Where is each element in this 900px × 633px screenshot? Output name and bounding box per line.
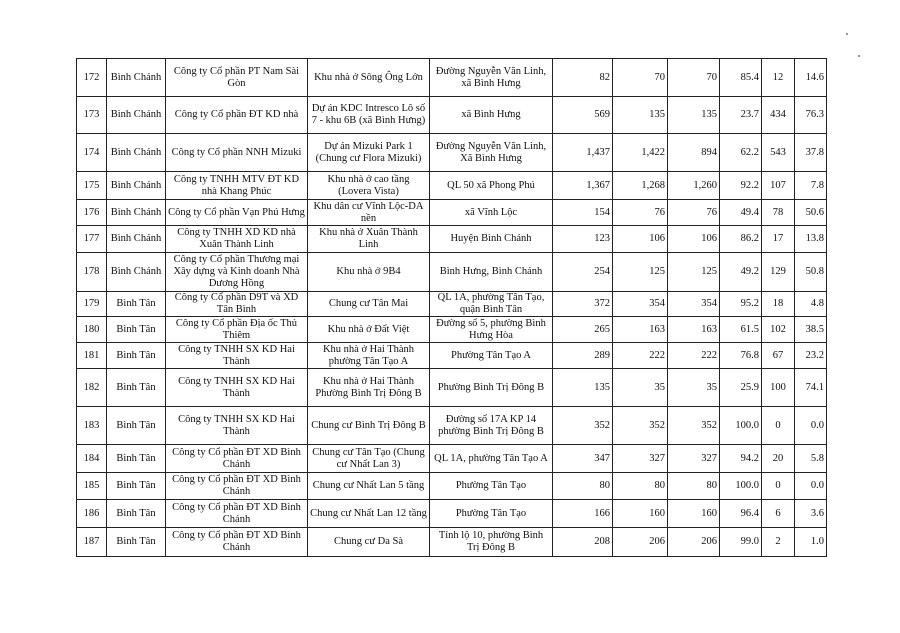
district-cell: Bình Chánh bbox=[107, 97, 166, 134]
address-cell: QL 50 xã Phong Phú bbox=[430, 172, 553, 200]
row-number: 184 bbox=[77, 445, 107, 473]
investor-cell: Công ty Cổ phần Thương mại Xây dựng và Kinh doanh Nhà Dương Hồng bbox=[166, 253, 308, 292]
row-number: 180 bbox=[77, 317, 107, 343]
value-1-cell: 166 bbox=[553, 500, 613, 528]
district-cell: Bình Chánh bbox=[107, 253, 166, 292]
value-3-cell: 352 bbox=[668, 407, 720, 445]
value-2-cell: 35 bbox=[613, 369, 668, 407]
value-1-cell: 82 bbox=[553, 59, 613, 97]
value-3-cell: 80 bbox=[668, 473, 720, 500]
table-row bbox=[77, 134, 827, 172]
value-1-cell: 569 bbox=[553, 97, 613, 134]
value-3-cell: 70 bbox=[668, 59, 720, 97]
value-1-cell: 265 bbox=[553, 317, 613, 343]
value-3-cell: 35 bbox=[668, 369, 720, 407]
percent-cell: 49.2 bbox=[720, 253, 762, 292]
project-cell: Khu nhà ở 9B4 bbox=[308, 253, 430, 292]
district-cell: Bình Tân bbox=[107, 528, 166, 557]
remaining-cell: 67 bbox=[762, 343, 795, 369]
investor-cell: Công ty Cổ phần ĐT XD Bình Chánh bbox=[166, 445, 308, 473]
value-3-cell: 163 bbox=[668, 317, 720, 343]
table-row bbox=[77, 369, 827, 407]
remaining-percent-cell: 23.2 bbox=[795, 343, 827, 369]
address-cell: Đường Nguyễn Văn Linh, Xã Bình Hưng bbox=[430, 134, 553, 172]
project-cell: Dự án Mizuki Park 1 (Chung cư Flora Mizuki) bbox=[308, 134, 430, 172]
remaining-cell: 18 bbox=[762, 292, 795, 317]
value-2-cell: 1,268 bbox=[613, 172, 668, 200]
row-number: 172 bbox=[77, 59, 107, 97]
table-row bbox=[77, 253, 827, 292]
table-body bbox=[77, 59, 827, 557]
address-cell: QL 1A, phường Tân Tạo, quận Bình Tân bbox=[430, 292, 553, 317]
investor-cell: Công ty TNHH MTV ĐT KD nhà Khang Phúc bbox=[166, 172, 308, 200]
project-cell: Khu nhà ở Đất Việt bbox=[308, 317, 430, 343]
investor-cell: Công ty Cổ phần ĐT XD Bình Chánh bbox=[166, 528, 308, 557]
row-number: 181 bbox=[77, 343, 107, 369]
remaining-cell: 78 bbox=[762, 200, 795, 226]
row-number: 173 bbox=[77, 97, 107, 134]
project-cell: Khu dân cư Vĩnh Lộc-DA nền bbox=[308, 200, 430, 226]
scan-speck bbox=[846, 33, 848, 35]
table-row bbox=[77, 292, 827, 317]
district-cell: Bình Tân bbox=[107, 292, 166, 317]
address-cell: Tỉnh lộ 10, phường Bình Trị Đông B bbox=[430, 528, 553, 557]
address-cell: Đường số 5, phường Bình Hưng Hòa bbox=[430, 317, 553, 343]
project-cell: Khu nhà ở Sông Ông Lớn bbox=[308, 59, 430, 97]
row-number: 186 bbox=[77, 500, 107, 528]
address-cell: Phường Tân Tạo A bbox=[430, 343, 553, 369]
percent-cell: 94.2 bbox=[720, 445, 762, 473]
table-row bbox=[77, 226, 827, 253]
scan-speck bbox=[858, 55, 860, 57]
remaining-percent-cell: 74.1 bbox=[795, 369, 827, 407]
row-number: 179 bbox=[77, 292, 107, 317]
value-2-cell: 206 bbox=[613, 528, 668, 557]
value-1-cell: 1,437 bbox=[553, 134, 613, 172]
value-1-cell: 347 bbox=[553, 445, 613, 473]
remaining-cell: 0 bbox=[762, 473, 795, 500]
investor-cell: Công ty Cổ phần ĐT XD Bình Chánh bbox=[166, 473, 308, 500]
row-number: 178 bbox=[77, 253, 107, 292]
investor-cell: Công ty Cổ phần ĐT KD nhà bbox=[166, 97, 308, 134]
percent-cell: 25.9 bbox=[720, 369, 762, 407]
value-3-cell: 222 bbox=[668, 343, 720, 369]
remaining-cell: 100 bbox=[762, 369, 795, 407]
project-cell: Chung cư Da Sà bbox=[308, 528, 430, 557]
percent-cell: 100.0 bbox=[720, 407, 762, 445]
value-2-cell: 125 bbox=[613, 253, 668, 292]
value-2-cell: 106 bbox=[613, 226, 668, 253]
remaining-percent-cell: 14.6 bbox=[795, 59, 827, 97]
row-number: 182 bbox=[77, 369, 107, 407]
value-2-cell: 135 bbox=[613, 97, 668, 134]
project-cell: Chung cư Bình Trị Đông B bbox=[308, 407, 430, 445]
percent-cell: 76.8 bbox=[720, 343, 762, 369]
remaining-cell: 129 bbox=[762, 253, 795, 292]
value-2-cell: 352 bbox=[613, 407, 668, 445]
value-3-cell: 894 bbox=[668, 134, 720, 172]
value-1-cell: 123 bbox=[553, 226, 613, 253]
address-cell: QL 1A, phường Tân Tạo A bbox=[430, 445, 553, 473]
investor-cell: Công ty TNHH XD KD nhà Xuân Thành Linh bbox=[166, 226, 308, 253]
percent-cell: 61.5 bbox=[720, 317, 762, 343]
remaining-percent-cell: 13.8 bbox=[795, 226, 827, 253]
remaining-percent-cell: 5.8 bbox=[795, 445, 827, 473]
district-cell: Bình Chánh bbox=[107, 226, 166, 253]
project-cell: Chung cư Tân Mai bbox=[308, 292, 430, 317]
remaining-percent-cell: 1.0 bbox=[795, 528, 827, 557]
investor-cell: Công ty TNHH SX KD Hai Thành bbox=[166, 369, 308, 407]
project-cell: Chung cư Tân Tạo (Chung cư Nhất Lan 3) bbox=[308, 445, 430, 473]
value-3-cell: 76 bbox=[668, 200, 720, 226]
investor-cell: Công ty Cổ phần Địa ốc Thủ Thiêm bbox=[166, 317, 308, 343]
row-number: 185 bbox=[77, 473, 107, 500]
remaining-cell: 543 bbox=[762, 134, 795, 172]
district-cell: Bình Chánh bbox=[107, 200, 166, 226]
remaining-cell: 17 bbox=[762, 226, 795, 253]
table-row bbox=[77, 445, 827, 473]
value-2-cell: 354 bbox=[613, 292, 668, 317]
percent-cell: 96.4 bbox=[720, 500, 762, 528]
remaining-cell: 434 bbox=[762, 97, 795, 134]
address-cell: Phường Bình Trị Đông B bbox=[430, 369, 553, 407]
remaining-percent-cell: 50.8 bbox=[795, 253, 827, 292]
value-1-cell: 352 bbox=[553, 407, 613, 445]
remaining-percent-cell: 4.8 bbox=[795, 292, 827, 317]
district-cell: Bình Chánh bbox=[107, 134, 166, 172]
district-cell: Bình Chánh bbox=[107, 172, 166, 200]
district-cell: Bình Chánh bbox=[107, 59, 166, 97]
district-cell: Bình Tân bbox=[107, 445, 166, 473]
investor-cell: Công ty TNHH SX KD Hai Thành bbox=[166, 343, 308, 369]
value-1-cell: 254 bbox=[553, 253, 613, 292]
value-2-cell: 70 bbox=[613, 59, 668, 97]
value-2-cell: 327 bbox=[613, 445, 668, 473]
remaining-cell: 2 bbox=[762, 528, 795, 557]
value-3-cell: 327 bbox=[668, 445, 720, 473]
row-number: 176 bbox=[77, 200, 107, 226]
value-3-cell: 106 bbox=[668, 226, 720, 253]
remaining-cell: 107 bbox=[762, 172, 795, 200]
row-number: 174 bbox=[77, 134, 107, 172]
remaining-cell: 6 bbox=[762, 500, 795, 528]
value-1-cell: 135 bbox=[553, 369, 613, 407]
table-row bbox=[77, 172, 827, 200]
remaining-percent-cell: 76.3 bbox=[795, 97, 827, 134]
value-1-cell: 1,367 bbox=[553, 172, 613, 200]
district-cell: Bình Tân bbox=[107, 500, 166, 528]
percent-cell: 86.2 bbox=[720, 226, 762, 253]
value-3-cell: 1,260 bbox=[668, 172, 720, 200]
investor-cell: Công ty Cổ phần PT Nam Sài Gòn bbox=[166, 59, 308, 97]
table-row bbox=[77, 500, 827, 528]
project-cell: Khu nhà ở cao tầng (Lovera Vista) bbox=[308, 172, 430, 200]
table-row bbox=[77, 473, 827, 500]
remaining-percent-cell: 37.8 bbox=[795, 134, 827, 172]
address-cell: Phường Tân Tạo bbox=[430, 500, 553, 528]
address-cell: Bình Hưng, Bình Chánh bbox=[430, 253, 553, 292]
investor-cell: Công ty Cổ phần D9T và XD Tân Bình bbox=[166, 292, 308, 317]
value-3-cell: 160 bbox=[668, 500, 720, 528]
value-3-cell: 206 bbox=[668, 528, 720, 557]
table-row bbox=[77, 343, 827, 369]
table-row bbox=[77, 97, 827, 134]
project-cell: Chung cư Nhất Lan 5 tầng bbox=[308, 473, 430, 500]
remaining-cell: 0 bbox=[762, 407, 795, 445]
table-row bbox=[77, 528, 827, 557]
percent-cell: 100.0 bbox=[720, 473, 762, 500]
district-cell: Bình Tân bbox=[107, 317, 166, 343]
percent-cell: 92.2 bbox=[720, 172, 762, 200]
value-2-cell: 222 bbox=[613, 343, 668, 369]
percent-cell: 85.4 bbox=[720, 59, 762, 97]
district-cell: Bình Tân bbox=[107, 369, 166, 407]
remaining-percent-cell: 3.6 bbox=[795, 500, 827, 528]
row-number: 183 bbox=[77, 407, 107, 445]
address-cell: xã Bình Hưng bbox=[430, 97, 553, 134]
address-cell: Đường số 17A KP 14 phường Bình Trị Đông B bbox=[430, 407, 553, 445]
investor-cell: Công ty Cổ phần Vạn Phú Hưng bbox=[166, 200, 308, 226]
project-cell: Khu nhà ở Xuân Thành Linh bbox=[308, 226, 430, 253]
remaining-percent-cell: 38.5 bbox=[795, 317, 827, 343]
value-2-cell: 163 bbox=[613, 317, 668, 343]
remaining-cell: 102 bbox=[762, 317, 795, 343]
value-2-cell: 76 bbox=[613, 200, 668, 226]
remaining-percent-cell: 0.0 bbox=[795, 473, 827, 500]
percent-cell: 62.2 bbox=[720, 134, 762, 172]
table-row bbox=[77, 200, 827, 226]
housing-projects-table bbox=[76, 58, 827, 557]
project-cell: Khu nhà ở Hai Thành phường Tân Tạo A bbox=[308, 343, 430, 369]
address-cell: xã Vĩnh Lộc bbox=[430, 200, 553, 226]
value-3-cell: 125 bbox=[668, 253, 720, 292]
row-number: 177 bbox=[77, 226, 107, 253]
percent-cell: 49.4 bbox=[720, 200, 762, 226]
value-3-cell: 135 bbox=[668, 97, 720, 134]
table-row bbox=[77, 59, 827, 97]
percent-cell: 99.0 bbox=[720, 528, 762, 557]
investor-cell: Công ty Cổ phần ĐT XD Bình Chánh bbox=[166, 500, 308, 528]
percent-cell: 23.7 bbox=[720, 97, 762, 134]
value-1-cell: 208 bbox=[553, 528, 613, 557]
address-cell: Đường Nguyễn Văn Linh, xã Bình Hưng bbox=[430, 59, 553, 97]
percent-cell: 95.2 bbox=[720, 292, 762, 317]
row-number: 175 bbox=[77, 172, 107, 200]
table-row bbox=[77, 317, 827, 343]
value-2-cell: 160 bbox=[613, 500, 668, 528]
investor-cell: Công ty Cổ phần NNH Mizuki bbox=[166, 134, 308, 172]
value-2-cell: 80 bbox=[613, 473, 668, 500]
table-row bbox=[77, 407, 827, 445]
value-1-cell: 372 bbox=[553, 292, 613, 317]
row-number: 187 bbox=[77, 528, 107, 557]
value-2-cell: 1,422 bbox=[613, 134, 668, 172]
remaining-percent-cell: 7.8 bbox=[795, 172, 827, 200]
value-1-cell: 154 bbox=[553, 200, 613, 226]
project-cell: Chung cư Nhất Lan 12 tầng bbox=[308, 500, 430, 528]
address-cell: Huyện Bình Chánh bbox=[430, 226, 553, 253]
investor-cell: Công ty TNHH SX KD Hai Thành bbox=[166, 407, 308, 445]
district-cell: Bình Tân bbox=[107, 343, 166, 369]
remaining-cell: 20 bbox=[762, 445, 795, 473]
remaining-percent-cell: 50.6 bbox=[795, 200, 827, 226]
value-1-cell: 80 bbox=[553, 473, 613, 500]
value-3-cell: 354 bbox=[668, 292, 720, 317]
project-cell: Dự án KDC Intresco Lô số 7 - khu 6B (xã Bình Hưng) bbox=[308, 97, 430, 134]
project-cell: Khu nhà ở Hai Thành Phường Bình Trị Đông B bbox=[308, 369, 430, 407]
remaining-cell: 12 bbox=[762, 59, 795, 97]
value-1-cell: 289 bbox=[553, 343, 613, 369]
district-cell: Bình Tân bbox=[107, 407, 166, 445]
remaining-percent-cell: 0.0 bbox=[795, 407, 827, 445]
address-cell: Phường Tân Tạo bbox=[430, 473, 553, 500]
district-cell: Bình Tân bbox=[107, 473, 166, 500]
